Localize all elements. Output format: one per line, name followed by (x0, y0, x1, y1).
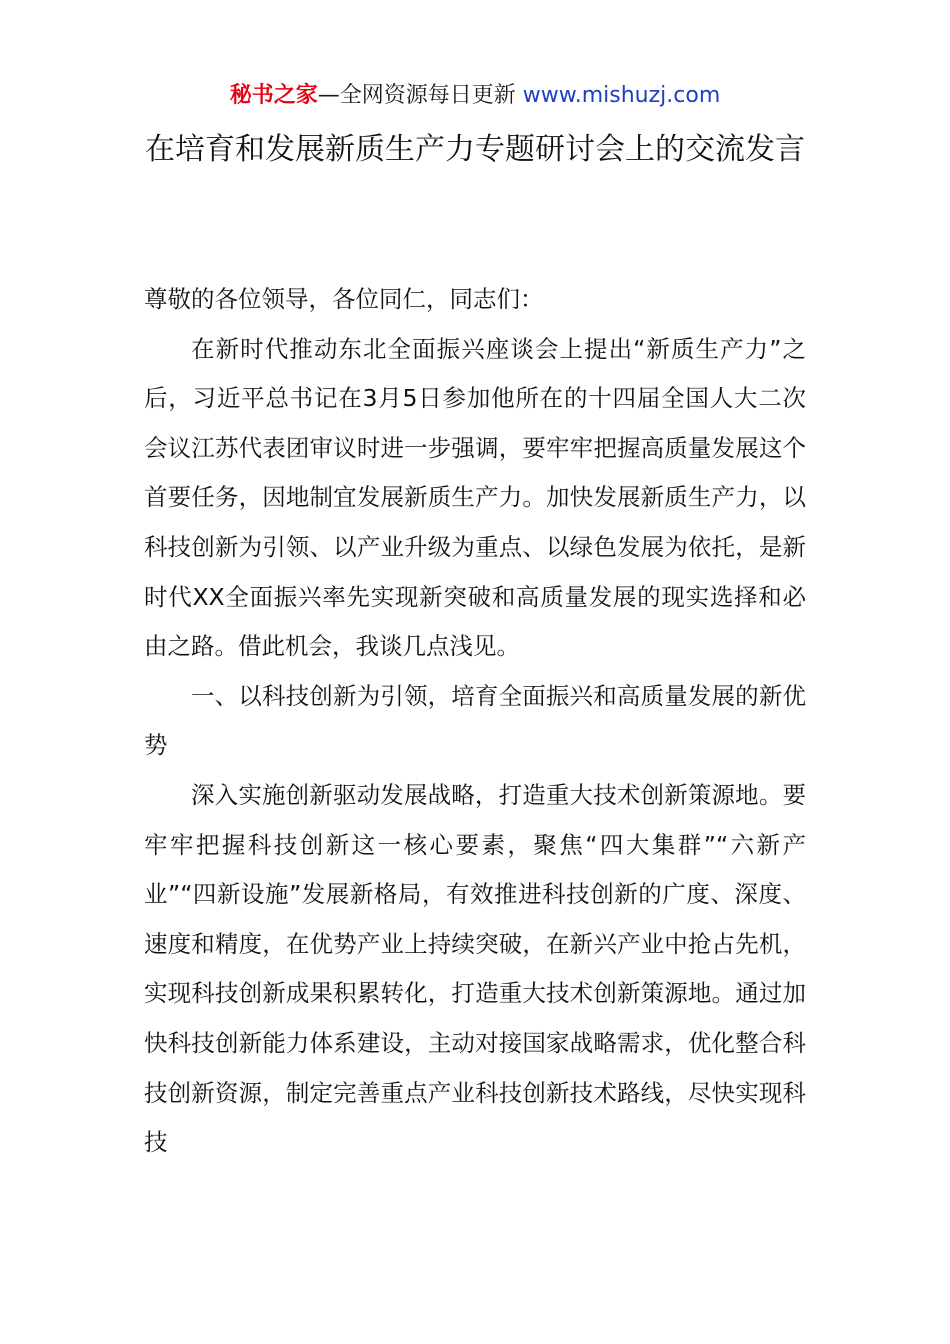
site-url: www.mishuzj.com (522, 83, 721, 108)
salutation: 尊敬的各位领导，各位同仁，同志们： (144, 285, 544, 313)
site-header (0, 80, 950, 112)
section-heading: 一、以科技创新为引领，培育全面振兴和高质量发展的新优势 (144, 681, 806, 760)
header-tagline: —全网资源每日更新 (317, 83, 523, 108)
document-body (144, 275, 806, 1168)
section-paragraph: 深入实施创新驱动发展战略，打造重大技术创新策源地。要牢牢把握科技创新这一核心要素，聚焦“四大集群”“六新产业”“四新设施”发展新格局，有效推进科技创新的广度、深度、速度和精度，在优势产业上持续突破，在新兴产业中抢占先机，实现科技创新成果积累转化，打造重大技术创新策源地。通过加快科技创新能力体系建设，主动对接国家战略需求，优化整合科技创新资源，制定完善重点产业科技创新技术路线，尽快实现科技 (144, 780, 806, 1157)
brand-name: 秘书之家 (229, 83, 318, 108)
intro-paragraph: 在新时代推动东北全面振兴座谈会上提出“新质生产力”之后，习近平总书记在3月5日参加他所在的十四届全国人大二次会议江苏代表团审议时进一步强调，要牢牢把握高质量发展这个首要任务，因地制宜发展新质生产力。加快发展新质生产力，以科技创新为引领、以产业升级为重点、以绿色发展为依托，是新时代XX全面振兴率先实现新突破和高质量发展的现实选择和必由之路。借此机会，我谈几点浅见。 (144, 334, 806, 661)
document-title: 在培育和发展新质生产力专题研讨会上的交流发言 (145, 132, 805, 167)
